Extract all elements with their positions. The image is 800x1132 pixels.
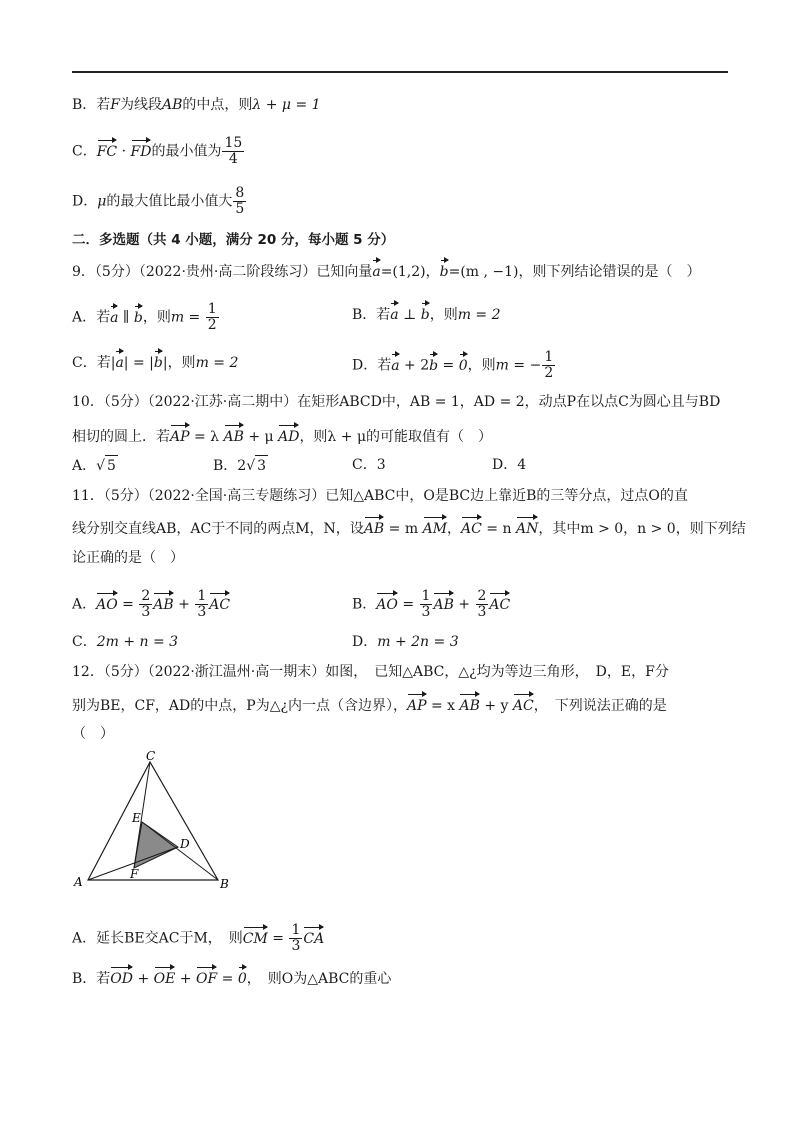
label-e: E [132,811,141,825]
vector: b [429,353,438,376]
vector: a [115,350,123,373]
text: 若 [376,307,391,323]
q8-option-c [72,136,245,167]
option-label: B． [352,307,377,323]
option-label: A． [72,458,97,474]
option-label: B． [72,97,97,113]
math-var: m [170,309,185,326]
text: ，则 [467,357,496,374]
vector: AO [96,592,118,615]
text: + [173,596,195,613]
text: | [110,355,116,371]
text: + μ [243,429,279,445]
vector: AC [461,516,482,539]
q9-stem [72,259,701,282]
radicand: 5 [105,455,118,476]
denominator: 2 [207,317,217,333]
text: 为线段 [120,97,163,113]
denominator: 3 [141,604,151,620]
text: = λ [189,429,224,445]
option-label: B． [72,971,97,987]
label-a: A [74,875,83,889]
denominator: 5 [235,201,245,217]
fraction [222,136,244,167]
q12-stem-line3: （ ） [72,726,114,742]
q11-option-d [352,632,459,652]
fraction [206,302,219,333]
outer-triangle [88,762,218,880]
text: = − [508,357,542,374]
vector: b [134,305,143,328]
q11-option-b [352,589,510,620]
numerator: 1 [421,588,431,604]
text: 若 [377,357,392,374]
fraction [139,589,152,620]
text: 4 [517,457,527,473]
numerator: 1 [207,301,217,317]
vector: AC [513,693,534,716]
math-var: F [110,97,121,113]
denominator: 3 [291,938,301,954]
label-b: B [220,877,229,891]
vector: a [391,353,399,376]
text: ⊥ [398,307,421,323]
sqrt-sign: √ [96,458,106,474]
q10-option-b [213,455,268,476]
q8-option-d [72,186,247,217]
q12-option-a [72,923,324,954]
math-expr: m + 2n = 3 [377,634,459,650]
text: = [438,357,459,374]
option-label: A． [72,596,97,613]
vector: CM [243,926,268,949]
vector: OF [196,966,217,989]
vector: b [440,259,449,282]
vector: a [390,302,398,325]
q10-option-a [72,455,118,476]
q11-option-a [72,589,230,620]
radicand: 3 [255,455,268,476]
denominator: 3 [477,604,487,620]
fraction [289,923,302,954]
vector: AB [364,516,384,539]
text: = [267,930,289,947]
numerator: 8 [235,185,245,201]
q12-option-b [72,966,391,989]
sqrt-sign: √ [246,458,256,474]
label-c: C [146,750,156,763]
numerator: 1 [197,588,207,604]
text: ，其中m > 0，n > 0，则下列结 [538,521,746,537]
math-expr: 2m + n = 3 [96,634,179,650]
q8-option-b [72,95,321,115]
text: + 2 [399,357,430,374]
text: = n [481,521,516,537]
fraction [195,589,208,620]
option-label: A． [72,930,97,947]
q10-option-d [492,455,526,475]
text: = m [384,521,423,537]
denominator: 2 [544,365,554,381]
option-label: D． [492,457,518,473]
text: ∥ [118,309,134,326]
math-var: m [495,357,509,374]
label-f: F [130,867,139,881]
text: 相切的圆上．若 [72,429,170,445]
option-label: D． [352,357,378,374]
vector: AC [209,592,230,615]
option-label: C． [72,143,97,160]
numerator: 1 [291,922,301,938]
label-d: D [180,837,190,851]
denominator: 3 [421,604,431,620]
text: 别为BE，CF，AD的中点，P为△¿内一点（含边界）， [72,698,407,714]
q10-stem-line2 [72,424,492,447]
vector: AO [376,592,398,615]
text: ，则λ + μ的可能取值有（ ） [299,429,493,445]
text: | [162,355,168,371]
vector: 0 [238,966,247,989]
q11-option-c [72,632,178,652]
vector: AM [423,516,447,539]
text: 若 [96,355,111,371]
text: + [133,971,154,987]
vector: AB [459,693,479,716]
text: | = | [123,355,154,371]
q9-option-c [72,350,238,373]
q11-stem-line2 [72,516,746,539]
text: 若 [96,97,111,113]
triangle-figure [70,750,240,895]
vector: AB [224,424,244,447]
vector: FD [131,139,152,162]
text: 的最小值为 [151,143,222,160]
text: 的中点，则 [182,97,253,113]
text: ，则 [167,355,196,371]
vector: AD [278,424,299,447]
option-label: D． [72,193,98,210]
option-label: C． [72,355,97,371]
math-var: AB [162,97,183,113]
vector: FC [97,139,117,162]
text: 若 [96,309,111,326]
numerator: 15 [224,135,243,151]
text: 9．（5分）（2022·贵州·高二阶段练习）已知向量 [72,264,373,280]
text: + [453,596,475,613]
option-label: B． [213,458,238,474]
math-var: μ [97,193,107,210]
option-label: D． [352,634,378,650]
header-rule [72,71,728,73]
vector: AB [153,592,173,615]
text: 延长BE交AC于M， 则 [96,930,243,947]
text: = [184,309,205,326]
text: + [175,971,196,987]
vector: a [110,305,118,328]
q9-option-a [72,302,220,333]
vector: AP [407,693,427,716]
vector: a [372,259,380,282]
fraction [542,350,555,381]
math-expr: λ + μ = 1 [252,97,321,113]
option-label: C． [72,634,97,650]
text: =(1,2)， [380,264,440,280]
denominator: 4 [228,151,238,167]
vector: AN [516,516,538,539]
fraction [420,589,433,620]
q11-stem-line3: 论正确的是（ ） [72,550,184,566]
text: + y [479,698,513,714]
option-label: B． [352,596,377,613]
vector: AB [433,592,453,615]
vector: CA [303,926,324,949]
text: ，则 [429,307,458,323]
text: ，则 [142,309,171,326]
text: 3 [376,457,386,473]
option-label: A． [72,309,97,326]
text: · [117,143,131,160]
text: = [397,596,419,613]
q12-stem-line2 [72,693,667,716]
vector: b [154,350,163,373]
text: ， [447,521,462,537]
denominator: 3 [197,604,207,620]
vector: AP [170,424,190,447]
text: 2 [237,458,247,474]
numerator: 2 [477,588,487,604]
vector: OD [110,966,133,989]
vector: OE [154,966,176,989]
q10-stem-line1: 10．（5分）（2022·江苏·高二期中）在矩形ABCD中，AB = 1，AD = 2，动点P在以点C为圆心且与BD [72,394,721,410]
vector: 0 [459,353,468,376]
text: = [217,971,238,987]
text: ， 则O为△ABC的重心 [246,971,392,987]
q9-option-b [352,302,501,325]
vector: b [421,302,430,325]
q12-stem-line1: 12．（5分）（2022·浙江温州·高一期末）如图， 已知△ABC，△¿均为等边三角形， D，E，F分 [72,664,669,680]
q10-option-c [352,455,386,475]
q11-stem-line1: 11．（5分）（2022·全国·高三专题练习）已知△ABC中，O是BC边上靠近B的三等分点，过点O的直 [72,488,688,504]
numerator: 1 [544,349,554,365]
fraction [233,186,246,217]
math-expr: m = 2 [195,355,239,371]
text: 若 [96,971,111,987]
q9-option-d [352,350,556,381]
text: =(m , −1)，则下列结论错误的是（ ） [448,264,701,280]
math-expr: m = 2 [457,307,501,323]
text: 的最大值比最小值大 [106,193,233,210]
text: = [117,596,139,613]
fraction [476,589,489,620]
numerator: 2 [141,588,151,604]
text: 线分别交直线AB，AC于不同的两点M，N，设 [72,521,364,537]
text: ， 下列说法正确的是 [533,698,667,714]
vector: AC [489,592,510,615]
option-label: C． [352,457,377,473]
text: = x [426,698,460,714]
section-heading: 二．多选题（共 4 小题，满分 20 分，每小题 5 分） [72,232,395,248]
